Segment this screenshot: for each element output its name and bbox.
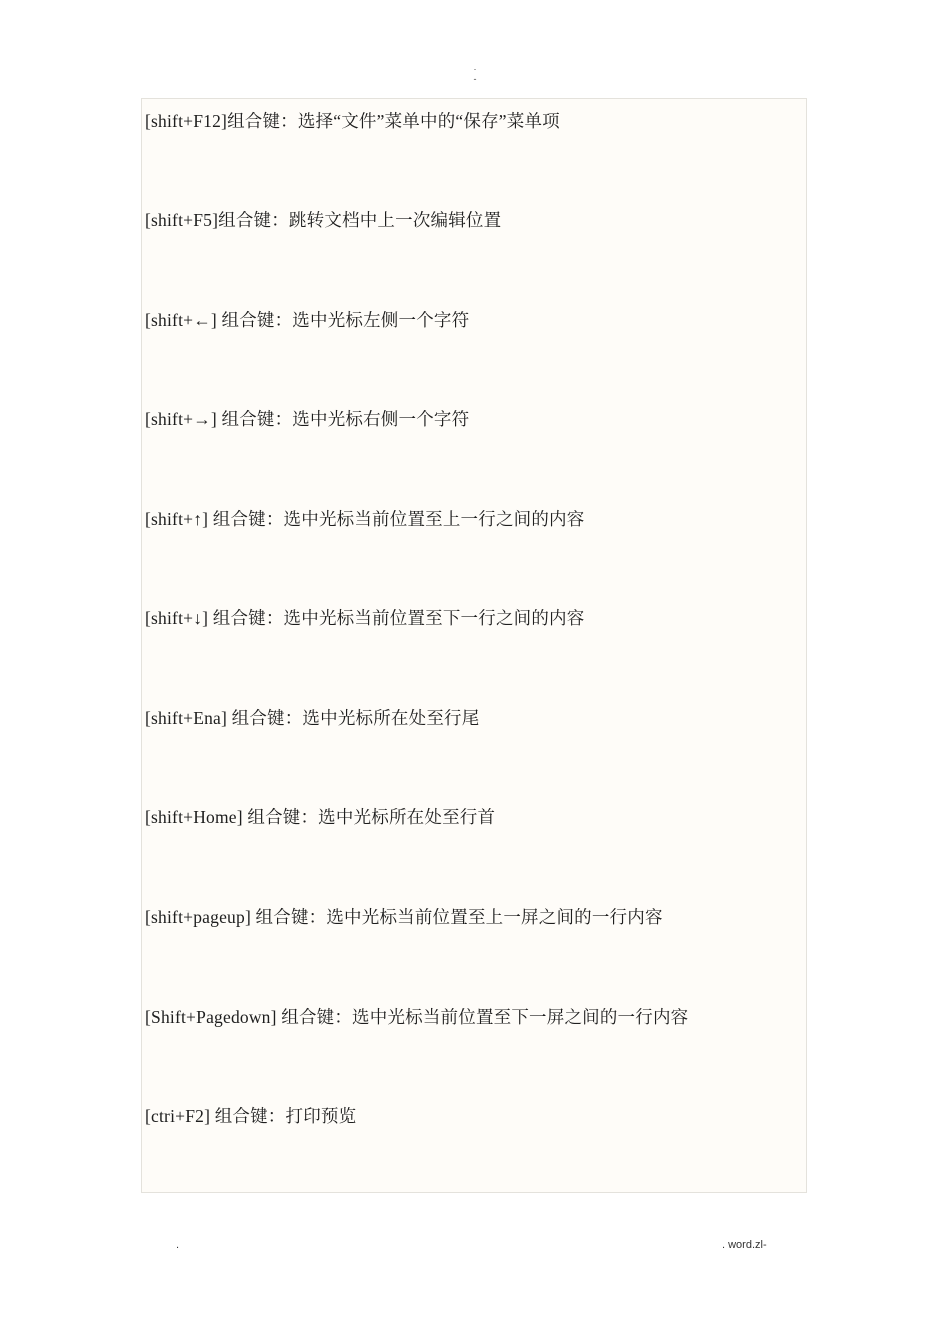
shortcut-line-ctrl-f2: [ctri+F2] 组合键：打印预览: [145, 1106, 357, 1126]
shortcut-line-shift-down: [shift+↓] 组合键：选中光标当前位置至下一行之间的内容: [145, 608, 585, 628]
shortcut-line-shift-home: [shift+Home] 组合键：选中光标所在处至行首: [145, 807, 496, 827]
shortcut-line-shift-end: [shift+Ena] 组合键：选中光标所在处至行尾: [145, 708, 480, 728]
footer-left-mark: .: [176, 1239, 180, 1251]
shortcut-line-shift-up: [shift+↑] 组合键：选中光标当前位置至上一行之间的内容: [145, 509, 585, 529]
shortcut-line-shift-f5: [shift+F5]组合键：跳转文档中上一次编辑位置: [145, 210, 502, 230]
shortcut-line-shift-right: [shift+→] 组合键：选中光标右侧一个字符: [145, 409, 470, 429]
document-content: [141, 98, 807, 1193]
shortcut-line-shift-pagedown: [Shift+Pagedown] 组合键：选中光标当前位置至下一屏之间的一行内容: [145, 1007, 689, 1027]
header-dash: -: [473, 74, 477, 84]
header-dot: .: [473, 62, 477, 72]
shortcut-line-shift-f12: [shift+F12]组合键：选择“文件”菜单中的“保存”菜单项: [145, 111, 560, 131]
shortcut-line-shift-left: [shift+←] 组合键：选中光标左侧一个字符: [145, 310, 470, 330]
shortcut-line-shift-pageup: [shift+pageup] 组合键：选中光标当前位置至上一屏之间的一行内容: [145, 907, 663, 927]
footer-source: . word.zl-: [722, 1239, 767, 1251]
